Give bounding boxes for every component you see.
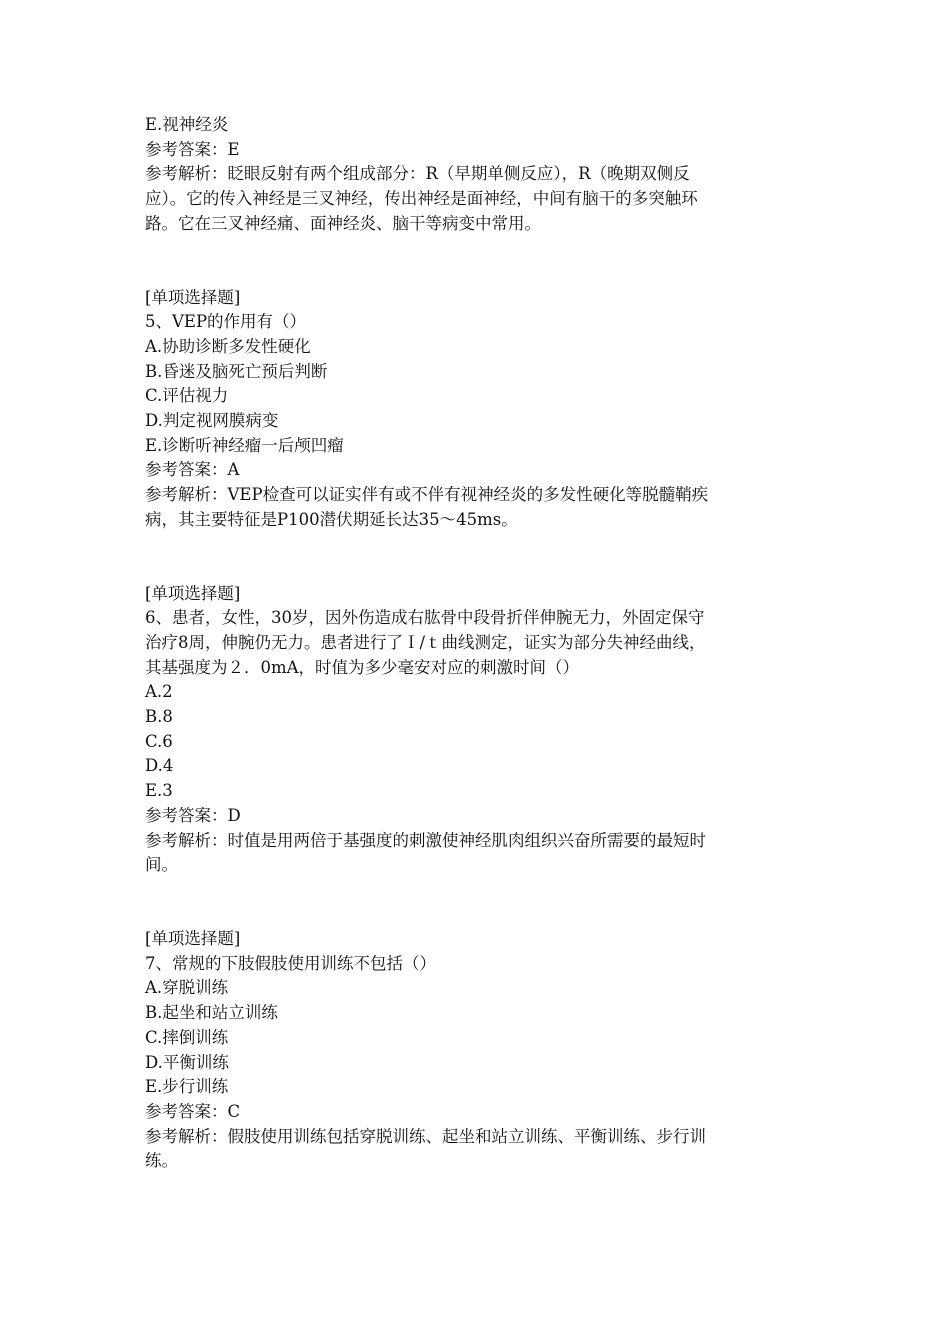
- option-b: B.昏迷及脑死亡预后判断: [145, 361, 328, 381]
- question-type: [单项选择题]: [145, 928, 241, 948]
- option-c: C.摔倒训练: [145, 1027, 229, 1047]
- answer-line: 参考答案：D: [145, 805, 241, 825]
- question-7: [145, 927, 810, 1174]
- option-e: E.步行训练: [145, 1077, 229, 1097]
- analysis-line: 练。: [145, 1151, 178, 1171]
- question-stem: 治疗8周，伸腕仍无力。患者进行了Ｉ/ｔ曲线测定，证实为部分失神经曲线，: [145, 632, 706, 652]
- question-stem: 5、VEP的作用有（）: [145, 312, 307, 332]
- analysis-line: 路。它在三叉神经痛、面神经炎、脑干等病变中常用。: [145, 213, 541, 233]
- option-a: A.协助诊断多发性硬化: [145, 336, 311, 356]
- option-e: E.视神经炎: [145, 115, 229, 134]
- answer-line: 参考答案：A: [145, 460, 240, 480]
- analysis-line: 参考解析：眨眼反射有两个组成部分：R（早期单侧反应），R（晚期双侧反: [145, 164, 690, 184]
- analysis-line: 间。: [145, 855, 178, 875]
- option-d: D.判定视网膜病变: [145, 411, 279, 431]
- option-d: D.平衡训练: [145, 1052, 229, 1072]
- analysis-line: 参考解析：时值是用两倍于基强度的刺激使神经肌肉组织兴奋所需要的最短时: [145, 830, 706, 850]
- analysis-line: 病，其主要特征是P100潜伏期延长达35～45ms。: [145, 509, 518, 529]
- question-type: [单项选择题]: [145, 287, 241, 307]
- option-b: B.8: [145, 707, 173, 727]
- option-a: A.2: [145, 682, 173, 702]
- question-type: [单项选择题]: [145, 583, 241, 603]
- question-stem: 7、常规的下肢假肢使用训练不包括（）: [145, 953, 436, 973]
- analysis-line: 参考解析：假肢使用训练包括穿脱训练、起坐和站立训练、平衡训练、步行训: [145, 1126, 706, 1146]
- option-c: C.6: [145, 731, 173, 751]
- question-stem: 6、患者，女性，30岁，因外伤造成右肱骨中段骨折伴伸腕无力，外固定保守: [145, 608, 705, 628]
- document-page: [145, 113, 810, 1174]
- analysis-line: 参考解析：VEP检查可以证实伴有或不伴有视神经炎的多发性硬化等脱髓鞘疾: [145, 485, 709, 505]
- answer-line: 参考答案：E: [145, 139, 240, 159]
- option-d: D.4: [145, 756, 174, 776]
- option-c: C.评估视力: [145, 386, 229, 406]
- analysis-line: 应）。它的传入神经是三叉神经，传出神经是面神经，中间有脑干的多突触环: [145, 189, 698, 209]
- option-b: B.起坐和站立训练: [145, 1003, 278, 1023]
- question-6: [145, 582, 810, 878]
- question-stem: 其基强度为２．0mA，时值为多少毫安对应的刺激时间（）: [145, 657, 580, 677]
- option-e: E.诊断听神经瘤一后颅凹瘤: [145, 435, 344, 455]
- answer-line: 参考答案：C: [145, 1101, 241, 1121]
- question-5: [145, 286, 810, 533]
- prev-question-tail: [145, 113, 810, 237]
- option-e: E.3: [145, 781, 173, 801]
- option-a: A.穿脱训练: [145, 978, 229, 998]
